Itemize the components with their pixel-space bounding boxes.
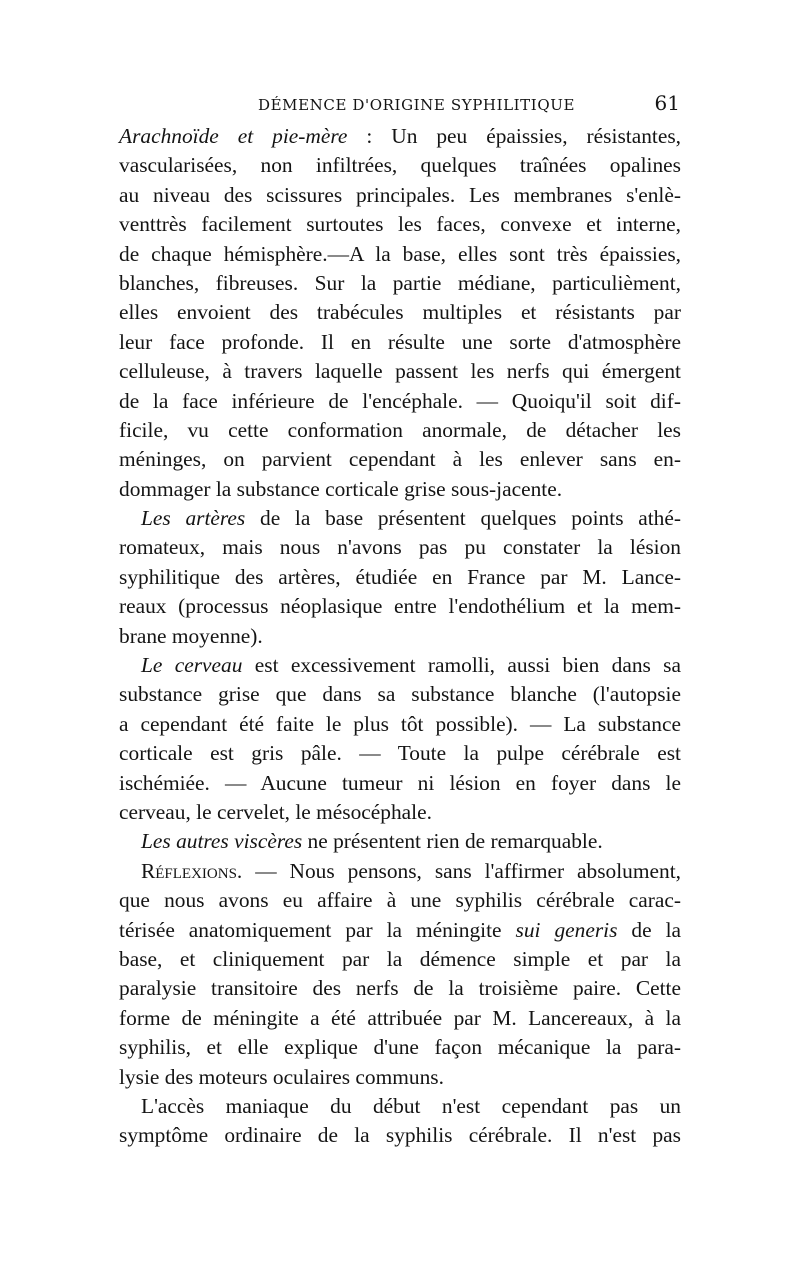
text-line [119, 504, 681, 533]
text-run: venttrès facilement surtoutes les faces, convexe et interne, [119, 212, 681, 237]
text-run: corticale est gris pâle. — Toute la pulpe cérébrale est [119, 741, 681, 766]
text-line [119, 916, 681, 945]
text-run: romateux, mais nous n'avons pas pu constater la lésion [119, 535, 681, 560]
text-line [119, 475, 681, 504]
text-run: celluleuse, à travers laquelle passent les nerfs qui émergent [119, 359, 681, 384]
text-run: — Nous pensons, sans l'affirmer absolument, [242, 858, 681, 883]
text-line [119, 798, 681, 827]
text-run: ischémiée. — Aucune tumeur ni lésion en foyer dans le [119, 770, 681, 795]
text-line [119, 357, 681, 386]
text-line [119, 151, 681, 180]
text-run: méninges, on parvient cependant à les enlever sans en- [119, 447, 681, 472]
text-line [119, 945, 681, 974]
text-line [119, 210, 681, 239]
text-line [119, 651, 681, 680]
text-run: de la [617, 917, 682, 942]
text-line [119, 387, 681, 416]
text-line [119, 298, 681, 327]
text-run: dommager la substance corticale grise sous-jacente. [119, 476, 563, 501]
italic-text: Arachnoïde et pie-mère [119, 124, 348, 148]
text-line [119, 592, 681, 621]
text-run: : Un peu épaissies, résistantes, [347, 124, 682, 148]
text-line [119, 1063, 681, 1092]
text-line [119, 1121, 681, 1150]
italic-text: Les autres viscères [141, 829, 303, 854]
text-run: leur face profonde. Il en résulte une sorte d'atmosphère [119, 329, 681, 354]
text-run: syphilis, et elle explique d'une façon mécanique la para- [119, 1035, 681, 1060]
text-run: L'accès maniaque du début n'est cependant pas un [141, 1093, 681, 1118]
text-run: base, et cliniquement par la démence simple et par la [119, 946, 681, 971]
text-run: vascularisées, non infiltrées, quelques traînées opalines [119, 153, 681, 178]
italic-text: Le cerveau [141, 653, 243, 678]
text-run: de la base présentent quelques points athé- [245, 506, 681, 531]
text-line [119, 739, 681, 768]
text-line [119, 857, 681, 886]
text-run: ficile, vu cette conformation anormale, de détacher les [119, 417, 681, 442]
text-line [119, 181, 681, 210]
text-line [119, 974, 681, 1003]
text-line [119, 269, 681, 298]
body-text [119, 122, 681, 1151]
text-run: syphilitique des artères, étudiée en France par M. Lance- [119, 564, 681, 589]
text-run: de chaque hémisphère.—A la base, elles sont très épaissies, [119, 241, 681, 266]
text-line [119, 240, 681, 269]
text-run: que nous avons eu affaire à une syphilis cérébrale carac- [119, 888, 681, 913]
text-line [119, 416, 681, 445]
text-run: blanches, fibreuses. Sur la partie médiane, particulièment, [119, 270, 681, 295]
text-line [119, 622, 681, 651]
text-run: cerveau, le cervelet, le mésocéphale. [119, 799, 432, 824]
text-line [119, 328, 681, 357]
small-caps-text: Réflexions. [141, 858, 243, 883]
text-line [119, 710, 681, 739]
text-line [119, 680, 681, 709]
text-run: a cependant été faite le plus tôt possible). — La substance [119, 711, 681, 736]
text-line [119, 122, 681, 151]
text-run: de la face inférieure de l'encéphale. — Quoiqu'il soit dif- [119, 388, 681, 413]
text-run: est excessivement ramolli, aussi bien dans sa [242, 653, 681, 678]
text-run: substance grise que dans sa substance blanche (l'autopsie [119, 682, 681, 707]
text-line [119, 886, 681, 915]
text-line [119, 533, 681, 562]
text-run: forme de méningite a été attribuée par M. Lancereaux, à la [119, 1005, 681, 1030]
text-line [119, 445, 681, 474]
italic-text: Les artères [141, 506, 246, 531]
text-run: reaux (processus néoplasique entre l'endothélium et la mem- [119, 594, 681, 619]
text-run: lysie des moteurs oculaires communs. [119, 1064, 444, 1089]
running-head [120, 92, 680, 118]
text-run: ne présentent rien de remarquable. [302, 829, 603, 854]
text-line [119, 827, 681, 856]
text-line [119, 769, 681, 798]
text-line [119, 1033, 681, 1062]
text-run: térisée anatomiquement par la méningite [119, 917, 516, 942]
text-run: brane moyenne). [119, 623, 263, 648]
text-run: au niveau des scissures principales. Les membranes s'enlè- [119, 182, 681, 207]
text-run: paralysie transitoire des nerfs de la troisième paire. Cette [119, 976, 681, 1001]
text-line [119, 563, 681, 592]
text-run: elles envoient des trabécules multiples et résistants par [119, 300, 681, 325]
page-number: 61 [654, 91, 680, 115]
text-run: symptôme ordinaire de la syphilis cérébrale. Il n'est pas [119, 1123, 681, 1148]
text-line [119, 1004, 681, 1033]
text-line [119, 1092, 681, 1121]
running-title: DÉMENCE D'ORIGINE SYPHILITIQUE [258, 96, 576, 114]
italic-text: sui generis [515, 917, 618, 942]
